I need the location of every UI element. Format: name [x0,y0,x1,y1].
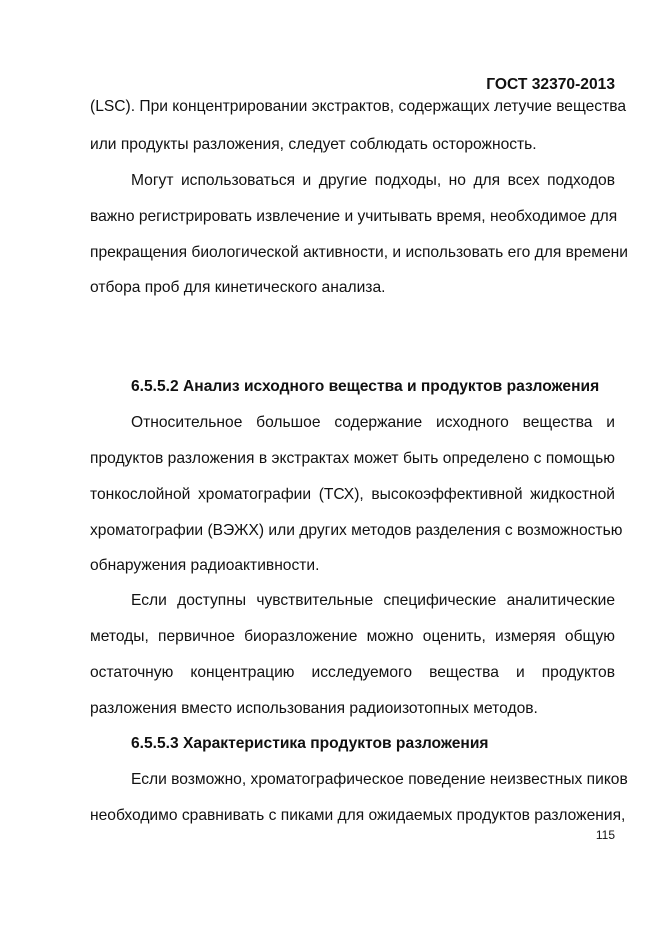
text-line: разложения вместо использования радиоизотопных методов. [90,700,538,717]
text-line: необходимо сравнивать с пиками для ожидаемых продуктов разложения, [90,807,626,824]
section-heading-6-5-5-3: 6.5.5.3 Характеристика продуктов разложения [131,735,489,752]
text-line: хроматографии (ВЭЖХ) или других методов разделения с возможностью [90,522,623,539]
text-line: обнаружения радиоактивности. [90,557,320,574]
text-line: отбора проб для кинетического анализа. [90,279,386,296]
text-line: остаточную концентрацию исследуемого вещества и продуктов [90,664,615,681]
page-number: 115 [595,828,615,842]
text-line: методы, первичное биоразложение можно оценить, измеряя общую [90,628,615,645]
text-line: важно регистрировать извлечение и учитывать время, необходимое для [90,208,618,225]
text-line: тонкослойной хроматографии (ТСХ), высокоэффективной жидкостной [90,486,615,503]
text-line: Если доступны чувствительные специфические аналитические [131,592,615,609]
text-line: Относительное большое содержание исходного вещества и [131,414,615,431]
section-heading-6-5-5-2: 6.5.5.2 Анализ исходного вещества и продуктов разложения [131,378,600,395]
text-line: Могут использоваться и другие подходы, но для всех подходов [131,172,615,189]
text-line: (LSC). При концентрировании экстрактов, содержащих летучие вещества [90,98,627,115]
document-id-header: ГОСТ 32370-2013 [486,76,615,93]
text-line: продуктов разложения в экстрактах может быть определено с помощью [90,450,615,467]
text-line: Если возможно, хроматографическое поведение неизвестных пиков [131,771,628,788]
text-line: или продукты разложения, следует соблюдать осторожность. [90,136,537,153]
text-line: прекращения биологической активности, и использовать его для времени [90,244,628,261]
